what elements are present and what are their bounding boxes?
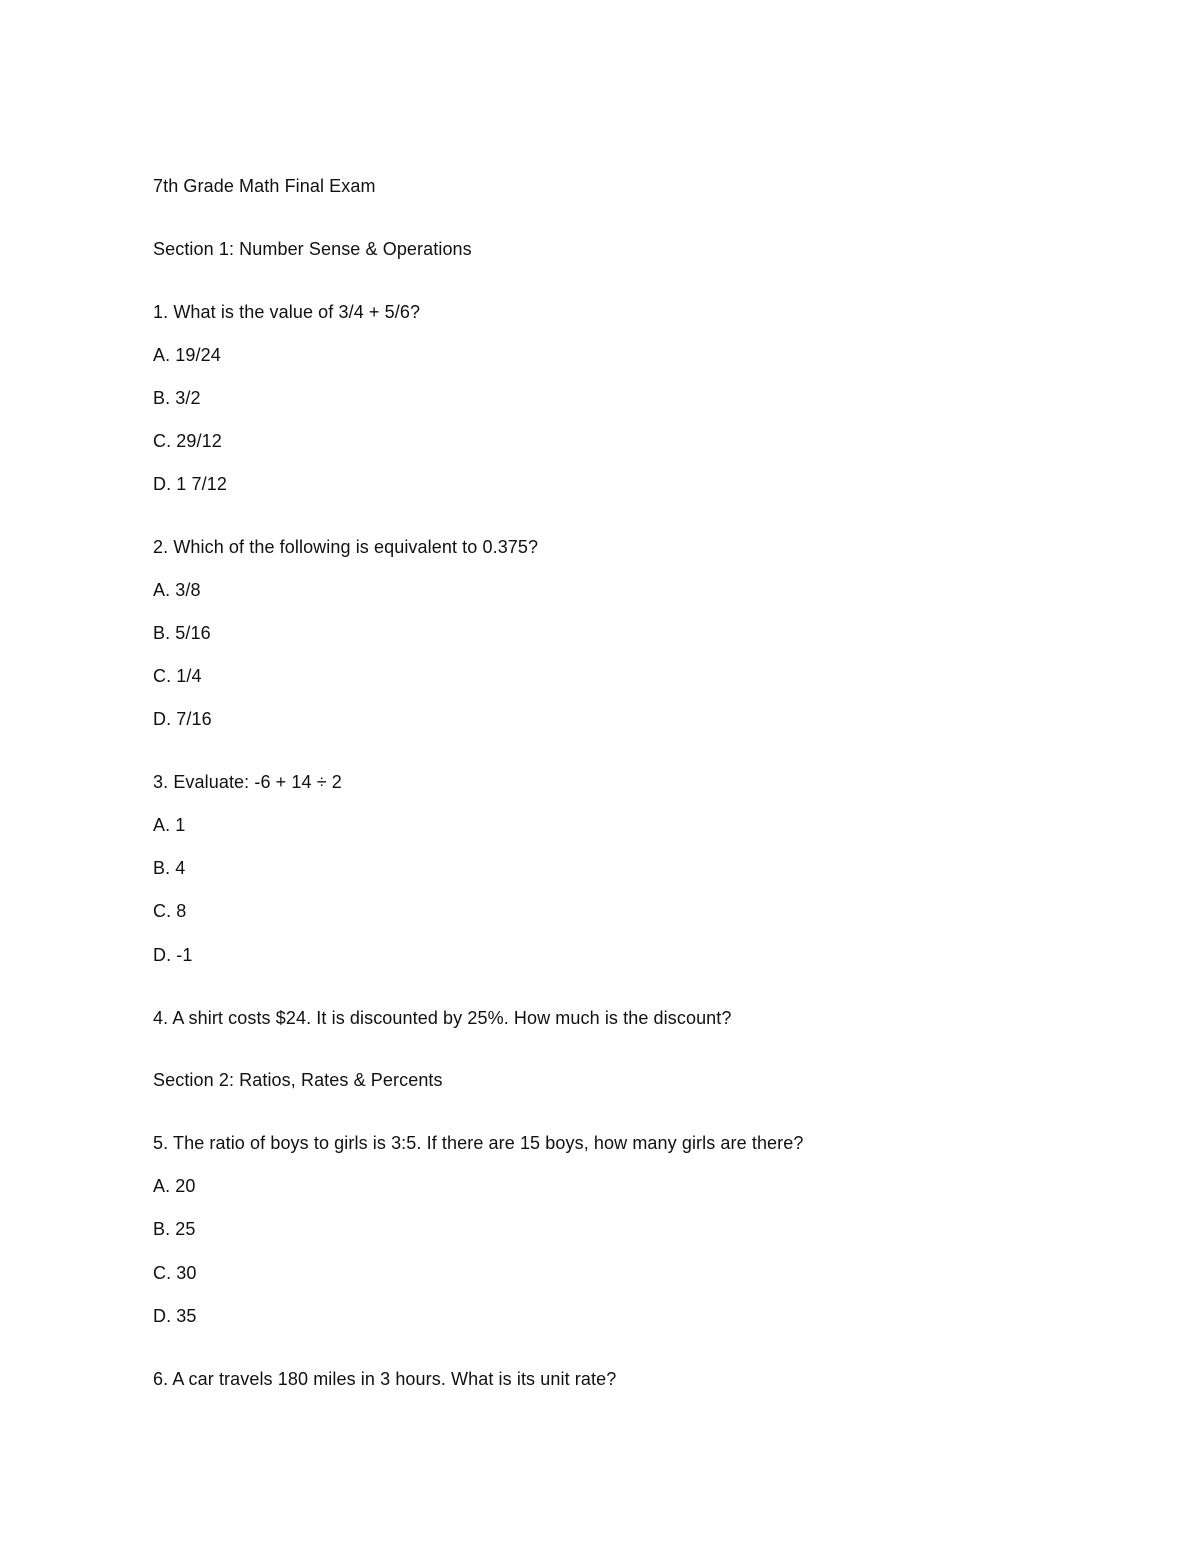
answer-option: A. 20 (153, 1176, 196, 1196)
document-title: 7th Grade Math Final Exam (153, 176, 376, 196)
section-heading: Section 2: Ratios, Rates & Percents (153, 1070, 443, 1090)
answer-option: D. -1 (153, 945, 193, 965)
answer-option: D. 7/16 (153, 709, 212, 729)
answer-option: C. 29/12 (153, 431, 222, 451)
answer-option: C. 8 (153, 901, 187, 921)
section-heading: Section 1: Number Sense & Operations (153, 239, 472, 259)
answer-option: D. 1 7/12 (153, 474, 227, 494)
answer-option: B. 3/2 (153, 388, 201, 408)
answer-option: A. 3/8 (153, 580, 201, 600)
question-text: 6. A car travels 180 miles in 3 hours. What is its unit rate? (153, 1369, 617, 1389)
answer-option: B. 25 (153, 1219, 196, 1239)
answer-option: D. 35 (153, 1306, 197, 1326)
answer-option: B. 5/16 (153, 623, 211, 643)
answer-option: A. 19/24 (153, 345, 221, 365)
question-text: 4. A shirt costs $24. It is discounted by 25%. How much is the discount? (153, 1008, 732, 1028)
answer-option: C. 1/4 (153, 666, 202, 686)
question-text: 5. The ratio of boys to girls is 3:5. If there are 15 boys, how many girls are there? (153, 1133, 804, 1153)
answer-option: A. 1 (153, 815, 186, 835)
question-text: 3. Evaluate: -6 + 14 ÷ 2 (153, 772, 342, 792)
answer-option: B. 4 (153, 858, 186, 878)
answer-option: C. 30 (153, 1263, 197, 1283)
question-text: 1. What is the value of 3/4 + 5/6? (153, 302, 421, 322)
question-text: 2. Which of the following is equivalent to 0.375? (153, 537, 539, 557)
